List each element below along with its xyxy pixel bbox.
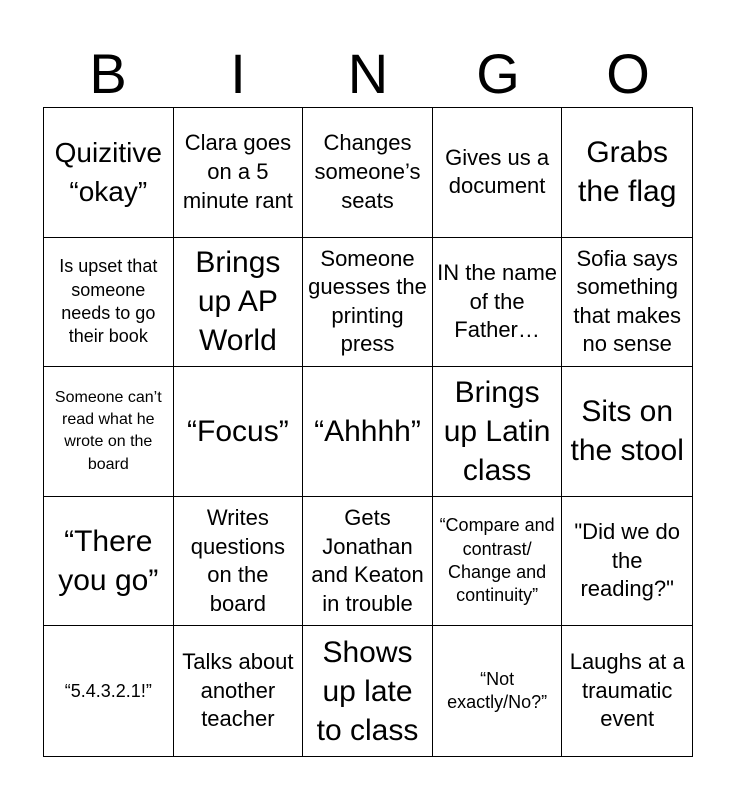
bingo-cell-i2[interactable]: Brings up AP World bbox=[174, 238, 304, 368]
bingo-cell-o3[interactable]: Sits on the stool bbox=[562, 367, 692, 497]
bingo-cell-i4[interactable]: Writes questions on the board bbox=[174, 497, 304, 627]
header-letter-n: N bbox=[347, 42, 389, 105]
bingo-cell-b1[interactable]: Quizitive “okay” bbox=[44, 108, 174, 238]
bingo-cell-i5[interactable]: Talks about another teacher bbox=[174, 626, 304, 756]
bingo-cell-o4[interactable]: "Did we do the reading?" bbox=[562, 497, 692, 627]
bingo-cell-g5[interactable]: “Not exactly/No?” bbox=[433, 626, 563, 756]
bingo-header bbox=[43, 40, 693, 108]
header-letter-b: B bbox=[89, 42, 127, 105]
bingo-cell-i1[interactable]: Clara goes on a 5 minute rant bbox=[174, 108, 304, 238]
header-letter-g: G bbox=[476, 42, 520, 105]
bingo-cell-n4[interactable]: Gets Jonathan and Keaton in trouble bbox=[303, 497, 433, 627]
bingo-cell-o2[interactable]: Sofia says something that makes no sense bbox=[562, 238, 692, 368]
bingo-cell-b4[interactable]: “There you go” bbox=[44, 497, 174, 627]
bingo-cell-g3[interactable]: Brings up Latin class bbox=[433, 367, 563, 497]
bingo-cell-g4[interactable]: “Compare and contrast/ Change and continuity” bbox=[433, 497, 563, 627]
bingo-cell-n5[interactable]: Shows up late to class bbox=[303, 626, 433, 756]
bingo-cell-n2[interactable]: Someone guesses the printing press bbox=[303, 238, 433, 368]
bingo-cell-o1[interactable]: Grabs the flag bbox=[562, 108, 692, 238]
bingo-cell-i3[interactable]: “Focus” bbox=[174, 367, 304, 497]
bingo-cell-o5[interactable]: Laughs at a traumatic event bbox=[569, 649, 685, 732]
bingo-cell-b3[interactable]: Someone can’t read what he wrote on the board bbox=[44, 367, 174, 497]
bingo-cell-b2[interactable]: Is upset that someone needs to go their book bbox=[44, 238, 174, 368]
bingo-cell-n1[interactable]: Changes someone’s seats bbox=[303, 108, 433, 238]
header-letter-i: I bbox=[230, 42, 246, 105]
bingo-cell-g2[interactable]: IN the name of the Father… bbox=[433, 238, 563, 368]
bingo-cell-g1[interactable]: Gives us a document bbox=[433, 108, 563, 238]
bingo-cell-n3[interactable]: “Ahhhh” bbox=[303, 367, 433, 497]
header-letter-o: O bbox=[606, 42, 650, 105]
bingo-cell-b5[interactable]: “5.4.3.2.1!” bbox=[44, 626, 174, 756]
bingo-board bbox=[43, 107, 693, 757]
